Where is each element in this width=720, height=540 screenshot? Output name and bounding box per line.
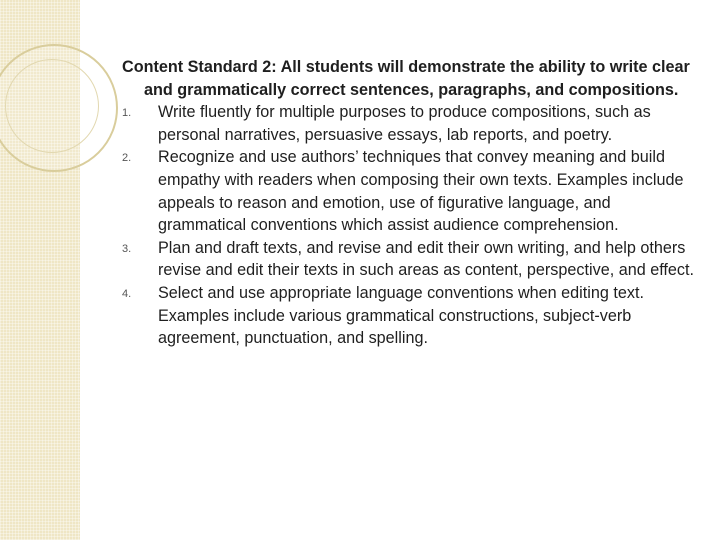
slide-content bbox=[122, 56, 702, 350]
item-number: 4. bbox=[122, 287, 132, 300]
list-item bbox=[122, 146, 702, 236]
item-text: Write fluently for multiple purposes to produce compositions, such as personal narratives, persuasive essays, lab reports, and poetry. bbox=[158, 103, 651, 144]
item-text: Recognize and use authors’ techniques that convey meaning and build empathy with readers when composing their own texts. Examples include appeals to reason and emotion, use of figurative language, and grammatical conventions which assist audience comprehension. bbox=[158, 148, 684, 235]
decorative-sidebar bbox=[0, 0, 80, 540]
list-item bbox=[122, 101, 702, 146]
list-item bbox=[122, 282, 702, 350]
standard-items-list bbox=[122, 101, 702, 350]
content-standard-heading: Content Standard 2: All students will demonstrate the ability to write clear and grammatically correct sentences, paragraphs, and compositions. bbox=[122, 58, 690, 99]
list-item bbox=[122, 237, 702, 282]
item-number: 3. bbox=[122, 242, 132, 255]
item-number: 2. bbox=[122, 152, 132, 165]
decorative-inner-circle bbox=[5, 59, 99, 153]
item-text: Plan and draft texts, and revise and edit their own writing, and help others revise and edit their texts in such areas as content, perspective, and effect. bbox=[158, 238, 694, 280]
item-number: 1. bbox=[122, 107, 132, 120]
item-text: Select and use appropriate language conventions when editing text. Examples include various grammatical constructions, subject-verb agreement, punctuation, and spelling. bbox=[158, 283, 644, 348]
